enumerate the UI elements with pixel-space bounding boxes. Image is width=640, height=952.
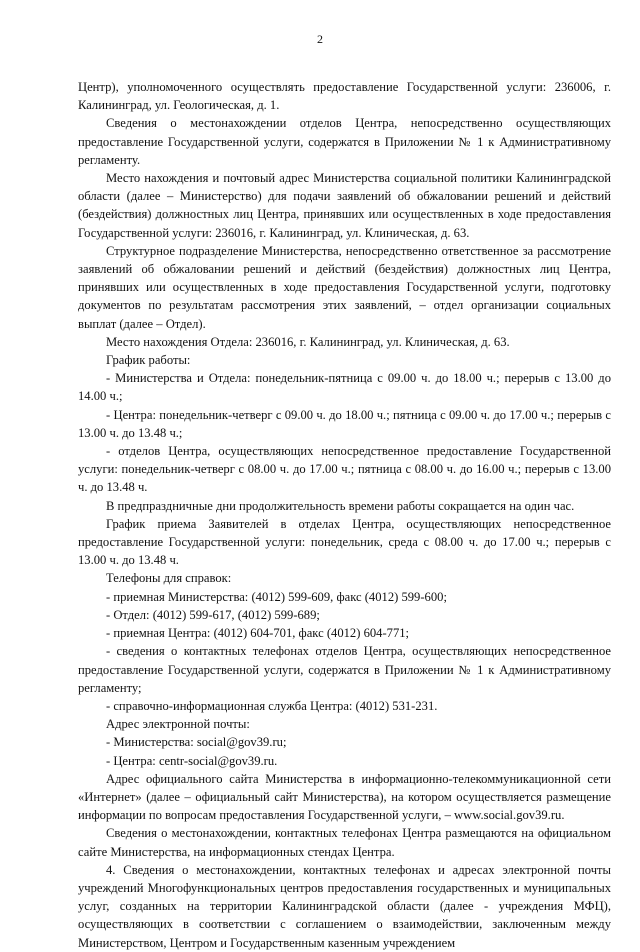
paragraph: Центр), уполномоченного осуществлять предоставление Государственной услуги: 236006, г. Калининград, ул. Геологическая, д. 1. bbox=[78, 80, 611, 113]
paragraph: - приемная Министерства: (4012) 599-609, факс (4012) 599-600; bbox=[106, 589, 447, 604]
paragraph: - Центра: понедельник-четверг с 09.00 ч. до 18.00 ч.; пятница с 09.00 ч. до 17.00 ч.; перерыв с 13.00 ч. до 13.48 ч.; bbox=[78, 407, 611, 440]
paragraph: - приемная Центра: (4012) 604-701, факс (4012) 604-771; bbox=[106, 626, 410, 641]
paragraph: Место нахождения Отдела: 236016, г. Калининград, ул. Клиническая, д. 63. bbox=[106, 334, 510, 349]
paragraph: В предпраздничные дни продолжительность времени работы сокращается на один час. bbox=[106, 498, 575, 513]
paragraph: Адрес электронной почты: bbox=[106, 717, 250, 732]
paragraph: График работы: bbox=[106, 353, 191, 368]
paragraph: - Центра: centr-social@gov39.ru. bbox=[106, 753, 278, 768]
paragraph: Сведения о местонахождении отделов Центра, непосредственно осуществляющих предоставление Государственной услуги, содержатся в Приложении № 1 к Административному регламенту. bbox=[78, 116, 611, 167]
paragraph: Адрес официального сайта Министерства в информационно-телекоммуникационной сети «Интернет» (далее – официальный сайт Министерства), на котором осуществляется размещение информации по вопросам предоставления Государственной услуги, – www.social.gov39.ru. bbox=[78, 771, 611, 823]
paragraph: - Министерства: social@gov39.ru; bbox=[106, 735, 287, 750]
paragraph: - Министерства и Отдела: понедельник-пятница с 09.00 ч. до 18.00 ч.; перерыв с 13.00 до 14.00 ч.; bbox=[78, 371, 611, 404]
paragraph: 4. Сведения о местонахождении, контактных телефонах и адресах электронной почты учреждений Многофункциональных центров предоставления государственных и муниципальных услуг, созданных на территории Калининградской области (далее - учреждения МФЦ), осуществляющих в соответствии с соглашением о взаимодействии, заключенным между Министерством, Центром и Государственным казенным учреждением bbox=[78, 862, 611, 950]
page-number: 2 bbox=[317, 32, 323, 46]
paragraph: - Отдел: (4012) 599-617, (4012) 599-689; bbox=[106, 607, 320, 622]
paragraph: Структурное подразделение Министерства, непосредственно ответственное за рассмотрение заявлений об обжаловании решений и действий (бездействия) должностных лиц Центра, принявших или осуществленных в ходе предоставления Государственной услуги, подготовку документов по результатам рассмотрения этих заявлений, – отдел организации социальных выплат (далее – Отдел). bbox=[78, 243, 611, 331]
paragraph: Сведения о местонахождении, контактных телефонах Центра размещаются на официальном сайте Министерства, на информационных стендах Центра. bbox=[78, 826, 611, 859]
paragraph: - справочно-информационная служба Центра: (4012) 531-231. bbox=[106, 698, 438, 713]
paragraph: Место нахождения и почтовый адрес Министерства социальной политики Калининградской области (далее – Министерство) для подачи заявлений об обжаловании решений и действий (бездействия) должностных лиц Центра, принявших или осуществленных в ходе предоставления Государственной услуги: 236016, г. Калининград, ул. Клиническая, д. 63. bbox=[78, 171, 611, 240]
paragraph: - сведения о контактных телефонах отделов Центра, осуществляющих непосредственное предоставление Государственной услуги, содержатся в Приложении № 1 к Административному регламенту; bbox=[78, 644, 611, 695]
paragraph: Телефоны для справок: bbox=[106, 571, 232, 586]
document-body bbox=[78, 78, 611, 952]
paragraph: График приема Заявителей в отделах Центра, осуществляющих непосредственное предоставление Государственной услуги: понедельник, среда с 08.00 ч. до 17.00 ч.; перерыв с 13.00 ч. до 13.48 ч. bbox=[78, 516, 611, 568]
paragraph: - отделов Центра, осуществляющих непосредственное предоставление Государственной услуги: понедельник-четверг с 08.00 ч. до 17.00 ч.; пятница с 08.00 ч. до 16.00 ч.; перерыв с 13.00 ч. до 13.48 ч. bbox=[78, 444, 611, 495]
